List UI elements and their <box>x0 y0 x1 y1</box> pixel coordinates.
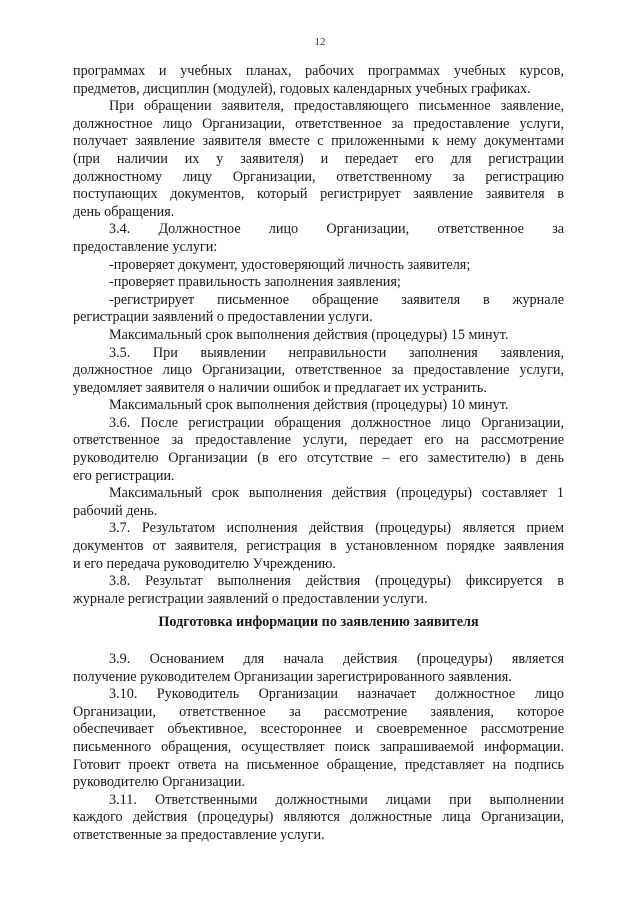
text-line: день обращения. <box>73 203 175 220</box>
paragraph-continuation <box>73 63 564 98</box>
text-line: уведомляет заявителя о наличии ошибок и предлагает их устранить. <box>73 379 487 396</box>
text-line: документов от заявителя, регистрация в установленном порядке заявления <box>73 538 564 555</box>
text-line: получает заявление заявителя вместе с приложенными к нему документами <box>73 133 564 150</box>
text-line: руководителю Организации (в его отсутствие – его заместителю) в день <box>73 450 564 467</box>
text-line: ответственные за предоставление услуги. <box>73 826 325 843</box>
section-b <box>73 651 564 845</box>
text-line: -проверяет правильность заполнения заявления; <box>109 274 401 291</box>
text-line: его регистрации. <box>73 467 175 484</box>
text-line: Организации, ответственное за рассмотрение заявления, которое <box>73 703 564 720</box>
text-line: 3.5. При выявлении неправильности заполнения заявления, <box>109 344 564 361</box>
paragraph-3-9 <box>73 651 564 686</box>
text-line: и его передача руководителю Учреждению. <box>73 555 336 572</box>
text-line: Максимальный срок выполнения действия (процедуры) 10 минут. <box>109 397 509 414</box>
text-line: 3.9. Основанием для начала действия (процедуры) является <box>109 651 564 667</box>
text-line: Готовит проект ответа на письменное обращение, представляет на подпись <box>73 756 564 773</box>
text-line: руководителю Организации. <box>73 774 245 791</box>
text-line: регистрации заявлений о предоставлении услуги. <box>73 309 373 326</box>
text-line: 3.7. Результатом исполнения действия (процедуры) является прием <box>109 520 564 537</box>
text-line: 3.6. После регистрации обращения должностное лицо Организации, <box>109 414 564 431</box>
paragraph-max-time <box>73 397 564 415</box>
section-a <box>73 63 564 608</box>
text-line: журнале регистрации заявлений о предоставлении услуги. <box>73 590 428 607</box>
section-heading: Подготовка информации по заявлению заявителя <box>158 614 479 630</box>
text-line: При обращении заявителя, предоставляющего письменное заявление, <box>109 98 564 115</box>
text-line: -проверяет документ, удостоверяющий личность заявителя; <box>109 256 471 273</box>
paragraph-applicant-request <box>73 98 564 221</box>
text-line: -регистрирует письменное обращение заявителя в журнале <box>109 291 564 308</box>
text-line: 3.8. Результат выполнения действия (процедуры) фиксируется в <box>109 573 564 590</box>
list-item <box>73 274 564 292</box>
text-line: Максимальный срок выполнения действия (процедуры) составляет 1 <box>109 485 564 502</box>
paragraph-3-8 <box>73 573 564 608</box>
paragraph-3-11 <box>73 792 564 845</box>
text-line: Максимальный срок выполнения действия (процедуры) 15 минут. <box>109 326 509 343</box>
paragraph-3-6 <box>73 415 564 485</box>
text-line: письменного обращения, осуществляет поиск запрашиваемой информации. <box>73 738 564 755</box>
paragraph-max-time <box>73 327 564 345</box>
text-line: должностное лицо Организации, ответственное за предоставление услуги, <box>73 362 564 379</box>
list-item <box>73 257 564 275</box>
text-line: поступающих документов, который регистрирует заявление заявителя в <box>73 186 564 203</box>
paragraph-3-7 <box>73 520 564 573</box>
paragraph-3-10 <box>73 686 564 792</box>
text-line: программах и учебных планах, рабочих программах учебных курсов, <box>73 63 564 79</box>
text-line: получение руководителем Организации зарегистрированного заявления. <box>73 668 512 685</box>
text-line: 3.11. Ответственными должностными лицами при выполнении <box>109 791 564 808</box>
text-line: 3.4. Должностное лицо Организации, ответственное за <box>109 221 564 238</box>
list-item <box>73 292 564 327</box>
text-line: обеспечивает объективное, всестороннее и своевременное рассмотрение <box>73 721 564 738</box>
paragraph-3-5 <box>73 345 564 398</box>
paragraph-3-4 <box>73 221 564 256</box>
text-line: каждого действия (процедуры) являются должностные лица Организации, <box>73 809 564 826</box>
text-line: предметов, дисциплин (модулей), годовых календарных учебных графиках. <box>73 80 531 97</box>
text-line: должностное лицо Организации, ответственное за предоставление услуги, <box>73 115 564 132</box>
text-line: рабочий день. <box>73 502 158 519</box>
text-line: предоставление услуги: <box>73 238 218 255</box>
text-line: (при наличии их у заявителя) и передает его для регистрации <box>73 150 564 167</box>
page-number: 12 <box>314 36 326 48</box>
text-line: ответственное за предоставление услуги, передает его на рассмотрение <box>73 432 564 449</box>
paragraph-max-time <box>73 485 564 520</box>
text-line: должностному лицу Организации, ответственному за регистрацию <box>73 168 564 185</box>
text-line: 3.10. Руководитель Организации назначает должностное лицо <box>109 686 564 703</box>
